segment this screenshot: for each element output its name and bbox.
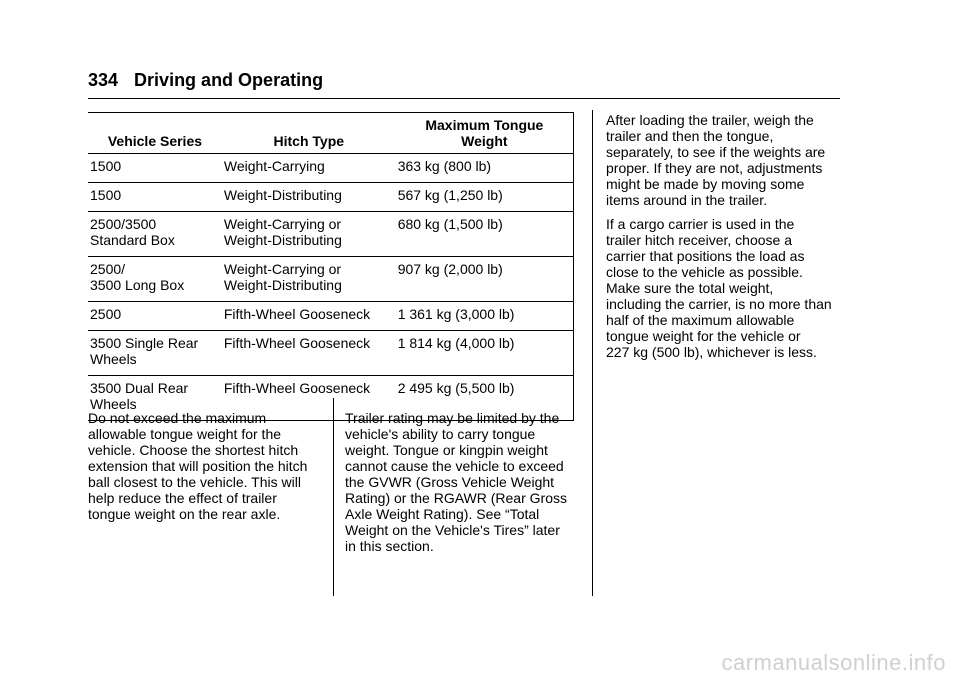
table-header-row (88, 113, 574, 154)
cell-tongue-weight: 363 kg (800 lb) (396, 154, 574, 183)
left-column-text (88, 410, 324, 530)
cell-vehicle-series: 1500 (90, 158, 122, 174)
table-row (88, 183, 574, 212)
cell-vehicle-series: 2500/3500 Standard Box (90, 216, 175, 248)
cell-hitch-type: Fifth-Wheel Gooseneck (223, 380, 371, 396)
header-hitch-type: Hitch Type (273, 133, 345, 149)
cell-hitch-type: Weight-Carrying (223, 158, 325, 174)
paragraph: If a cargo carrier is used in the trailer hitch receiver, choose a carrier that positions the load as close to the vehicle as possible. Make sure the total weight, including the carrier, is no more than half of the maximum allowable tongue weight for the vehicle or 227 kg (500 lb), whichever is less. (606, 216, 832, 360)
table-row (88, 302, 574, 331)
section-title: Driving and Operating (134, 70, 324, 90)
cell-tongue-weight: 567 kg (1,250 lb) (396, 183, 574, 212)
site-watermark: carmanualsonline.info (721, 650, 946, 675)
cell-tongue-weight: 1 814 kg (4,000 lb) (396, 331, 574, 376)
column-divider-left (333, 398, 334, 596)
cell-vehicle-series: 3500 Single Rear Wheels (90, 335, 199, 367)
right-column-text (606, 112, 840, 368)
cell-hitch-type: Weight-Carrying or Weight-Distributing (223, 261, 342, 293)
page-header (88, 70, 323, 91)
table-row (88, 212, 574, 257)
cell-hitch-type: Fifth-Wheel Gooseneck (223, 335, 371, 351)
middle-column-text (345, 410, 577, 562)
page-number: 334 (88, 70, 119, 90)
paragraph: After loading the trailer, weigh the trailer and then the tongue, separately, to see if the weights are proper. If they are not, adjustments might be made by moving some items around in the trailer. (606, 112, 826, 208)
tongue-weight-table (88, 112, 574, 421)
header-vehicle-series: Vehicle Series (107, 133, 203, 149)
table-row (88, 257, 574, 302)
cell-hitch-type: Fifth-Wheel Gooseneck (223, 306, 371, 322)
cell-vehicle-series: 1500 (90, 187, 122, 203)
cell-vehicle-series: 3500 Dual Rear Wheels (90, 380, 189, 412)
paragraph: Do not exceed the maximum allowable tongue weight for the vehicle. Choose the shortest hitch extension that will position the hitch ball closest to the vehicle. This will help reduce the effect of trailer tongue weight on the rear axle. (88, 410, 308, 522)
cell-tongue-weight: 680 kg (1,500 lb) (396, 212, 574, 257)
cell-tongue-weight: 2 495 kg (5,500 lb) (396, 376, 574, 421)
header-rule (88, 98, 840, 99)
paragraph: Trailer rating may be limited by the vehicle's ability to carry tongue weight. Tongue or kingpin weight cannot cause the vehicle to exceed the GVWR (Gross Vehicle Weight Rating) or the RGAWR (Rear Gross Axle Weight Rating). See “Total Weight on the Vehicle's Tires” later in this section. (345, 410, 567, 554)
cell-tongue-weight: 907 kg (2,000 lb) (396, 257, 574, 302)
cell-vehicle-series: 2500/ 3500 Long Box (90, 261, 185, 293)
column-divider-right (592, 110, 593, 596)
table-row (88, 331, 574, 376)
table-row (88, 154, 574, 183)
cell-hitch-type: Weight-Carrying or Weight-Distributing (223, 216, 342, 248)
cell-tongue-weight: 1 361 kg (3,000 lb) (396, 302, 574, 331)
cell-vehicle-series: 2500 (90, 306, 122, 322)
header-max-tongue-weight: Maximum Tongue Weight (396, 113, 574, 154)
cell-hitch-type: Weight-Distributing (223, 187, 342, 203)
